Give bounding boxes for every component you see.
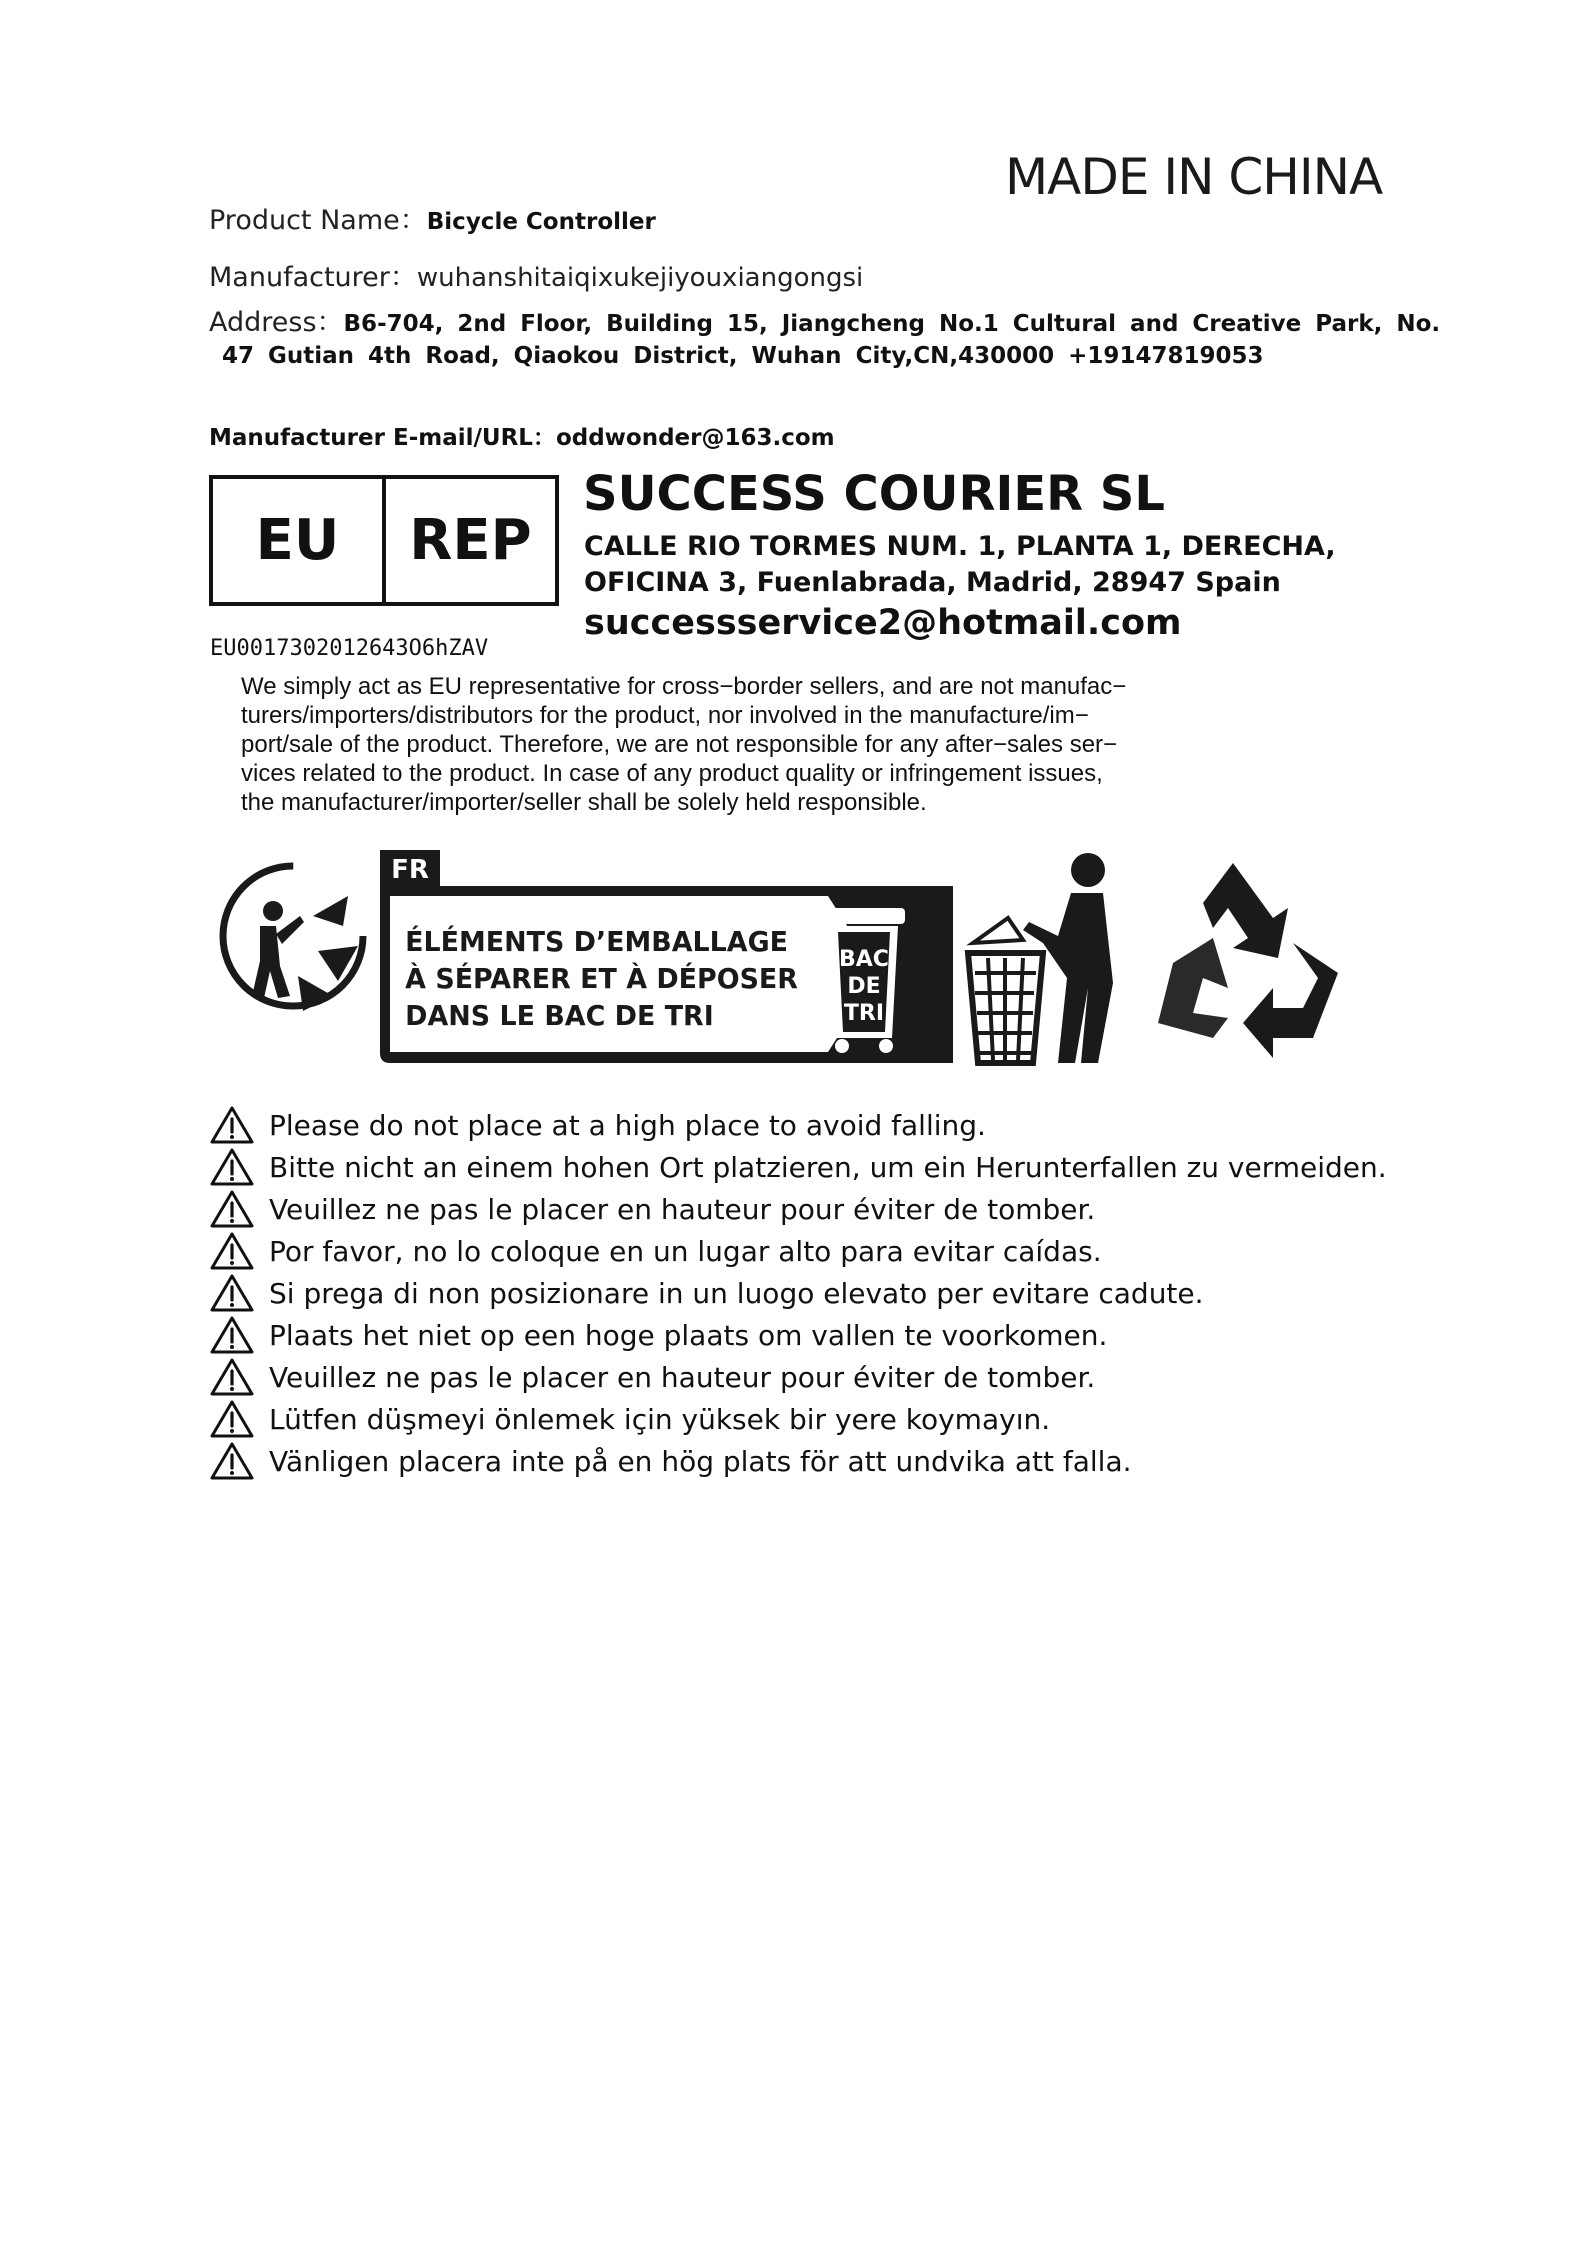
warning-item <box>209 1189 1409 1229</box>
warning-text: Lütfen düşmeyi önlemek için yüksek bir yere koymayın. <box>269 1402 1051 1436</box>
warning-triangle-icon <box>209 1231 255 1271</box>
manufacturer-label: Manufacturer： <box>209 262 417 293</box>
warning-text: Vänligen placera inte på en hög plats för att undvika att falla. <box>269 1444 1132 1478</box>
address-row <box>209 300 1440 339</box>
made-in-label: MADE IN CHINA <box>1005 148 1383 206</box>
manufacturer-value: wuhanshitaiqixukejiyouxiangongsi <box>416 263 864 293</box>
warning-text: Si prega di non posizionare in un luogo elevato per evitare cadute. <box>269 1276 1204 1310</box>
warning-item <box>209 1441 1409 1481</box>
disclaimer-line: port/sale of the product. Therefore, we are not responsible for any after−sales ser− <box>241 731 1118 758</box>
eu-rep-company: SUCCESS COURIER SL <box>583 466 1165 522</box>
eu-rep-address-line-2: OFICINA 3, Fuenlabrada, Madrid, 28947 Spain <box>584 567 1281 598</box>
tidyman-icon <box>968 853 1113 1063</box>
info-line-3: DANS LE BAC DE TRI <box>405 1000 714 1033</box>
eu-rep-box-left: EU <box>213 479 386 602</box>
eu-rep-address-line-1: CALLE RIO TORMES NUM. 1, PLANTA 1, DERECHA, <box>584 531 1336 562</box>
warning-triangle-icon <box>209 1105 255 1145</box>
warning-item <box>209 1399 1409 1439</box>
warning-item <box>209 1273 1409 1313</box>
warning-text: Plaats het niet op een hoge plaats om vallen te voorkomen. <box>269 1318 1108 1352</box>
warning-text: Veuillez ne pas le placer en hauteur pour éviter de tomber. <box>269 1360 1096 1394</box>
eu-rep-box-right: REP <box>409 508 532 573</box>
sorting-info-graphic <box>218 848 1358 1073</box>
product-name-row <box>209 198 656 237</box>
eu-rep-email: successservice2@hotmail.com <box>584 603 1182 643</box>
email-value: oddwonder@163.com <box>555 425 835 451</box>
warning-item <box>209 1315 1409 1355</box>
warning-triangle-icon <box>209 1315 255 1355</box>
address-line-1: B6-704, 2nd Floor, Building 15, Jiangcheng No.1 Cultural and Creative Park, No. <box>343 311 1441 337</box>
disclaimer-line: We simply act as EU representative for cross−border sellers, and are not manufac− <box>241 673 1127 700</box>
eu-rep-disclaimer <box>241 672 1356 817</box>
email-row <box>209 419 835 452</box>
disclaimer-line: the manufacturer/importer/seller shall be solely held responsible. <box>241 789 927 816</box>
manufacturer-row <box>209 255 863 294</box>
info-line-2: À SÉPARER ET À DÉPOSER <box>405 963 798 996</box>
warning-triangle-icon <box>209 1357 255 1397</box>
bin-text: BAC <box>839 947 889 972</box>
warning-text: Veuillez ne pas le placer en hauteur pour éviter de tomber. <box>269 1192 1096 1226</box>
country-code: FR <box>391 855 429 885</box>
info-panel <box>380 850 953 1063</box>
warning-item <box>209 1147 1409 1187</box>
warning-item <box>209 1105 1409 1145</box>
warning-triangle-icon <box>209 1399 255 1439</box>
triman-icon <box>223 866 363 1011</box>
bin-text: DE <box>847 974 881 999</box>
warning-text: Por favor, no lo coloque en un lugar alto para evitar caídas. <box>269 1234 1102 1268</box>
warning-triangle-icon <box>209 1189 255 1229</box>
warning-item <box>209 1231 1409 1271</box>
email-label: Manufacturer E-mail/URL： <box>209 425 556 451</box>
disclaimer-line: vices related to the product. In case of any product quality or infringement issues, <box>241 760 1103 787</box>
address-label: Address： <box>209 307 344 338</box>
warning-triangle-icon <box>209 1441 255 1481</box>
warning-triangle-icon <box>209 1147 255 1187</box>
eu-rep-id: EU0017302012643O6hZAV <box>210 636 489 661</box>
warning-text: Please do not place at a high place to avoid falling. <box>269 1108 986 1142</box>
bin-text: TRI <box>843 1001 885 1026</box>
warning-text: Bitte nicht an einem hohen Ort platzieren, um ein Herunterfallen zu vermeiden. <box>269 1150 1387 1184</box>
eu-rep-box <box>209 475 559 606</box>
product-name-label: Product Name： <box>209 205 427 236</box>
recycle-icon <box>1158 863 1338 1058</box>
address-line-2: 47 Gutian 4th Road, Qiaokou District, Wuhan City,CN,430000 +19147819053 <box>222 343 1264 369</box>
warning-triangle-icon <box>209 1273 255 1313</box>
info-line-1: ÉLÉMENTS D’EMBALLAGE <box>405 926 789 959</box>
disclaimer-line: turers/importers/distributors for the product, nor involved in the manufacture/im− <box>241 702 1089 729</box>
product-name-value: Bicycle Controller <box>426 209 656 235</box>
warning-item <box>209 1357 1409 1397</box>
